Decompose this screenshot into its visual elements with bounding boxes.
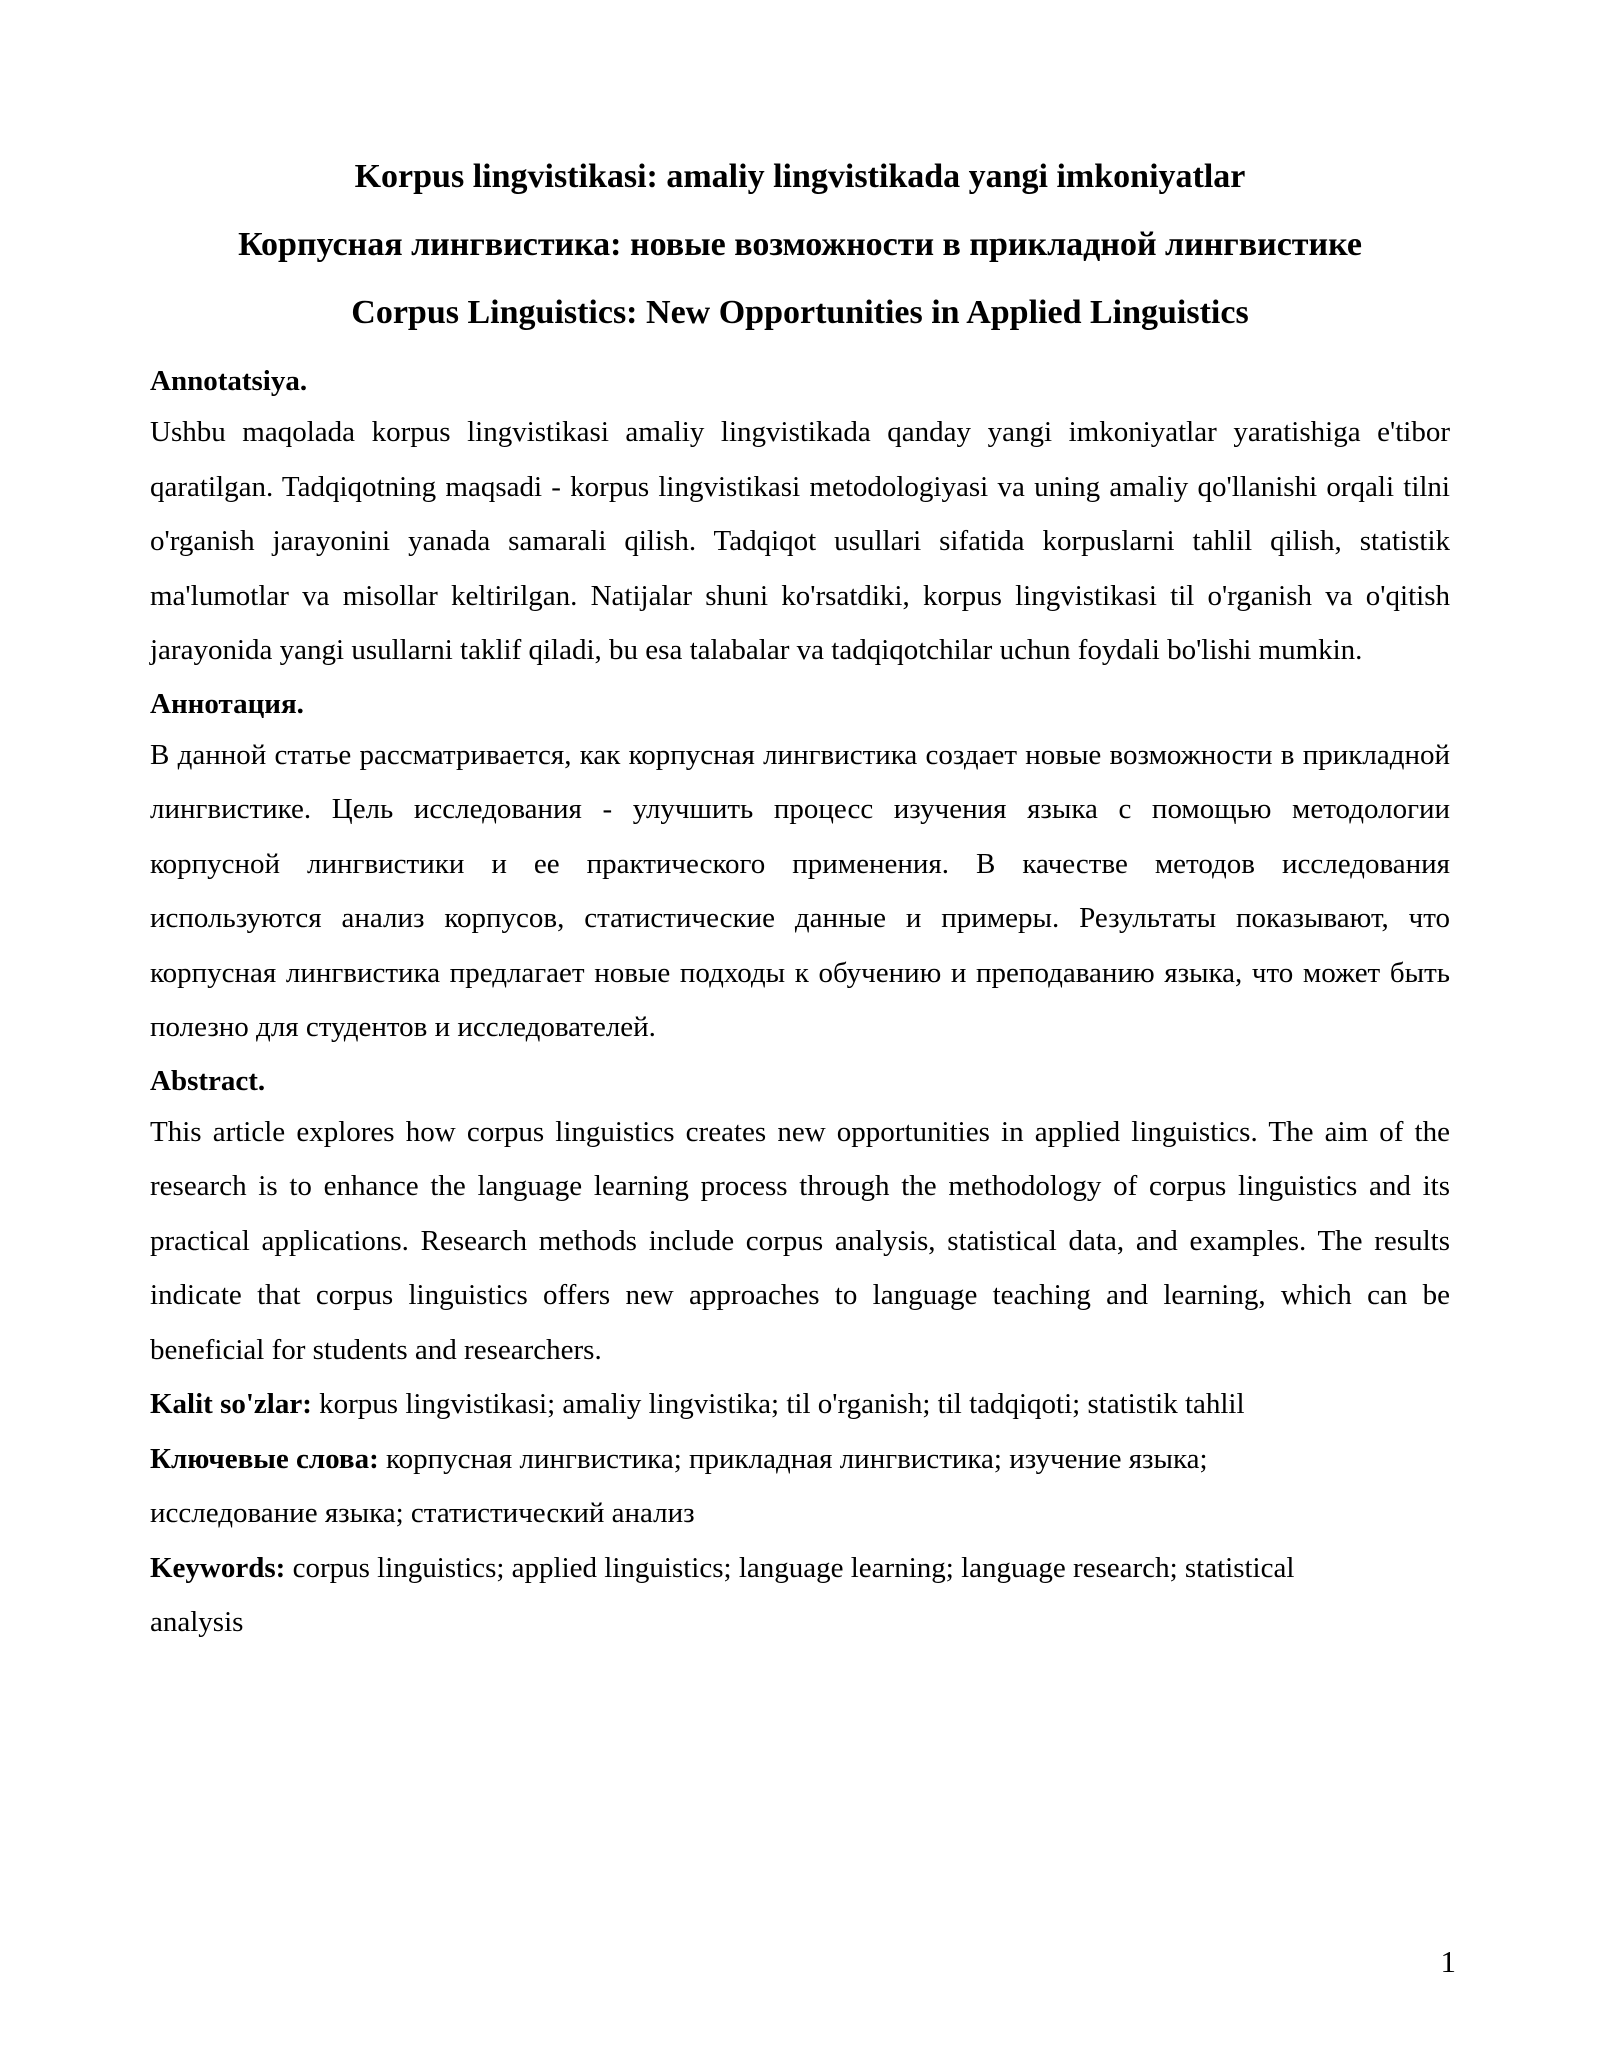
keywords-english-label: Keywords: bbox=[150, 1551, 286, 1584]
annotation-russian-text: В данной статье рассматривается, как корпусная лингвистика создает новые возможности в прикладной лингвистике. Цель исследования - улучшить процесс изучения языка с помощью методологии корпусной лингвистики и ее практического применения. В качестве методов исследования используются анализ корпусов, статистические данные и примеры. Результаты показывают, что корпусная лингвистика предлагает новые подходы к обучению и преподаванию языка, что может быть полезно для студентов и исследователей. bbox=[150, 738, 1450, 1043]
title-english: Corpus Linguistics: New Opportunities in Applied Linguistics bbox=[351, 294, 1249, 331]
keywords-russian-line2: исследование языка; статистический анализ bbox=[150, 1497, 695, 1529]
keywords-uzbek-label: Kalit so'zlar: bbox=[150, 1388, 312, 1420]
keywords-english-line1: corpus linguistics; applied linguistics; language learning; language research; statistical bbox=[285, 1551, 1295, 1584]
title-uzbek: Korpus lingvistikasi: amaliy lingvistikada yangi imkoniyatlar bbox=[354, 158, 1246, 195]
annotation-russian-heading: Аннотация. bbox=[150, 687, 304, 720]
keywords-russian-label: Ключевые слова: bbox=[150, 1442, 379, 1475]
page-number: 1 bbox=[1440, 1944, 1456, 1979]
annotation-uzbek-text: Ushbu maqolada korpus lingvistikasi amaliy lingvistikada qanday yangi imkoniyatlar yaratishiga e'tibor qaratilgan. Tadqiqotning maqsadi - korpus lingvistikasi metodologiyasi va uning amaliy qo'llanishi orqali tilni o'rganish jarayonini yanada samarali qilish. Tadqiqot usullari sifatida korpuslarni tahlil qilish, statistik ma'lumotlar va misollar keltirilgan. Natijalar shuni ko'rsatdiki, korpus lingvistikasi til o'rganish va o'qitish jarayonida yangi usullarni taklif qiladi, bu esa talabalar va tadqiqotchilar uchun foydali bo'lishi mumkin. bbox=[150, 416, 1450, 666]
keywords-english-line2: analysis bbox=[150, 1606, 244, 1638]
title-russian: Корпусная лингвистика: новые возможности в прикладной лингвистике bbox=[238, 226, 1362, 263]
keywords-uzbek-text: korpus lingvistikasi; amaliy lingvistika; til o'rganish; til tadqiqoti; statistik tahlil bbox=[311, 1388, 1245, 1420]
abstract-english-text: This article explores how corpus linguistics creates new opportunities in applied linguistics. The aim of the research is to enhance the language learning process through the methodology of corpus linguistics and its practical applications. Research methods include corpus analysis, statistical data, and examples. The results indicate that corpus linguistics offers new approaches to language teaching and learning, which can be beneficial for students and researchers. bbox=[150, 1115, 1450, 1366]
document-page bbox=[150, 143, 1450, 1650]
keywords-english bbox=[150, 1541, 1450, 1650]
keywords-russian bbox=[150, 1432, 1450, 1541]
keywords-russian-line1: корпусная лингвистика; прикладная лингвистика; изучение языка; bbox=[378, 1442, 1208, 1475]
abstract-english-heading: Abstract. bbox=[150, 1064, 266, 1097]
keywords-uzbek bbox=[150, 1377, 1450, 1432]
annotation-uzbek-heading: Annotatsiya. bbox=[150, 365, 308, 397]
